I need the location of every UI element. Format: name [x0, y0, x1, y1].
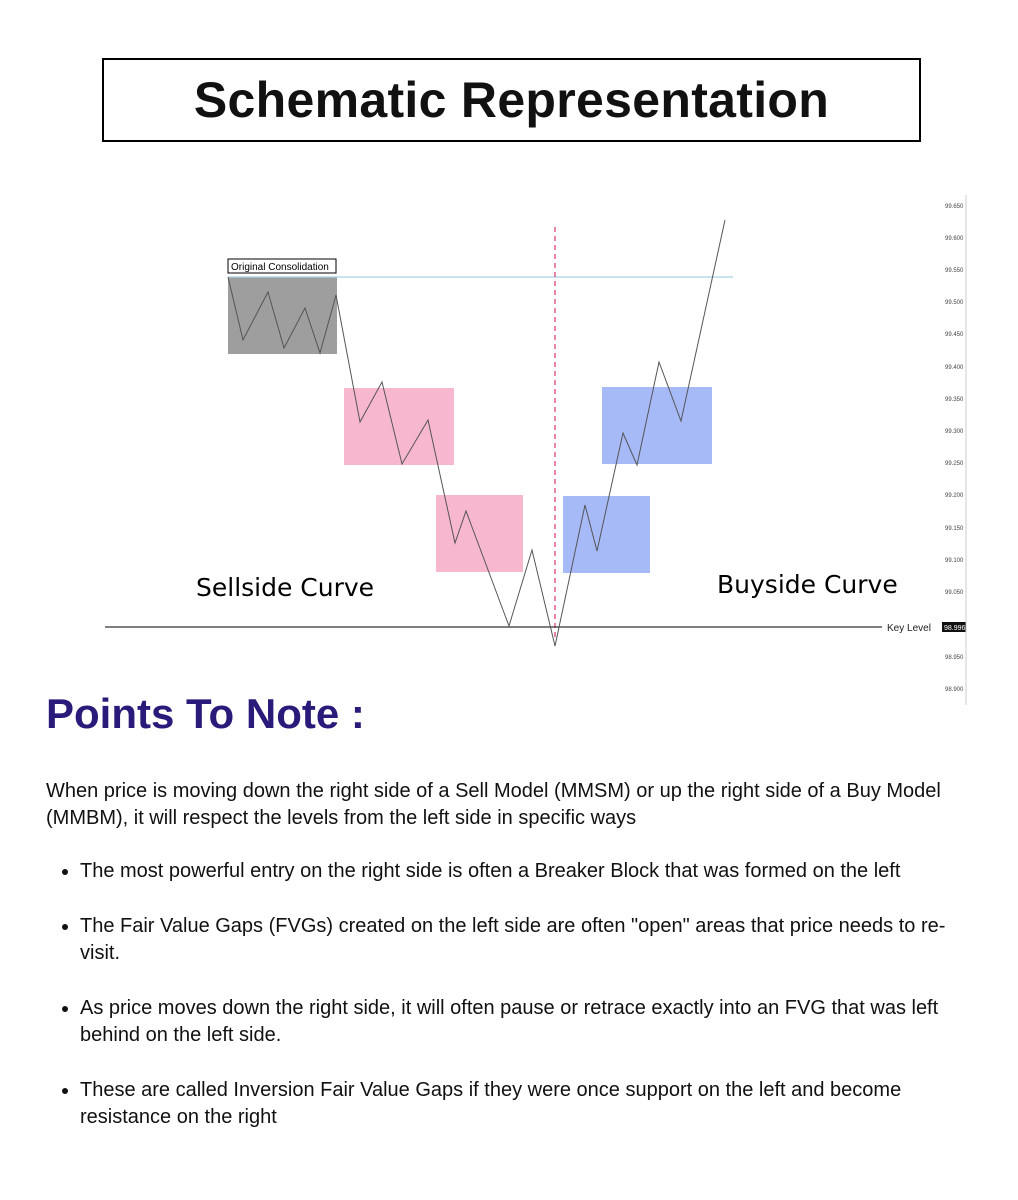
consolidation-label: Original Consolidation [231, 262, 329, 273]
price-tick: 99.100 [945, 558, 964, 564]
list-item: • The most powerful entry on the right side is often a Breaker Block that was formed on the left [80, 858, 985, 885]
price-tick: 99.600 [945, 236, 964, 242]
price-tick: 99.500 [945, 300, 964, 306]
price-tick: 99.250 [945, 461, 964, 467]
price-tick: 99.050 [945, 590, 964, 596]
price-tick: 98.950 [945, 655, 964, 661]
price-tick: 99.650 [945, 204, 964, 210]
title-box [102, 58, 921, 142]
price-tick: 99.200 [945, 493, 964, 499]
buyside-label: Buyside Curve [717, 570, 898, 599]
points-list [46, 858, 985, 1159]
price-tick: 99.350 [945, 397, 964, 403]
intro-paragraph: When price is moving down the right side of a Sell Model (MMSM) or up the right side of a Buy Model (MMBM), it will respect the levels from the left side in specific ways [46, 780, 941, 829]
sell-fvg-lower [436, 495, 523, 572]
price-tick: 98.900 [945, 687, 964, 693]
list-item: • As price moves down the right side, it will often pause or retrace exactly into an FVG that was left behind on the left side. [80, 995, 985, 1049]
sellside-label: Sellside Curve [196, 573, 375, 602]
key-level-value: 98.996 [944, 625, 966, 632]
list-item: • These are called Inversion Fair Value Gaps if they were once support on the left and become resistance on the right [80, 1077, 985, 1131]
page-title: Schematic Representation [193, 72, 830, 128]
price-tick: 99.550 [945, 268, 964, 274]
price-tick: 99.300 [945, 429, 964, 435]
schematic-diagram [0, 190, 1018, 710]
points-heading: Points To Note : [46, 690, 365, 737]
price-tick: 99.450 [945, 332, 964, 338]
price-axis-ticks [945, 204, 964, 693]
key-level-label: Key Level [887, 623, 931, 634]
price-tick: 99.400 [945, 365, 964, 371]
list-item: • The Fair Value Gaps (FVGs) created on the left side are often "open" areas that price needs to re-visit. [80, 913, 985, 967]
price-tick: 99.150 [945, 526, 964, 532]
